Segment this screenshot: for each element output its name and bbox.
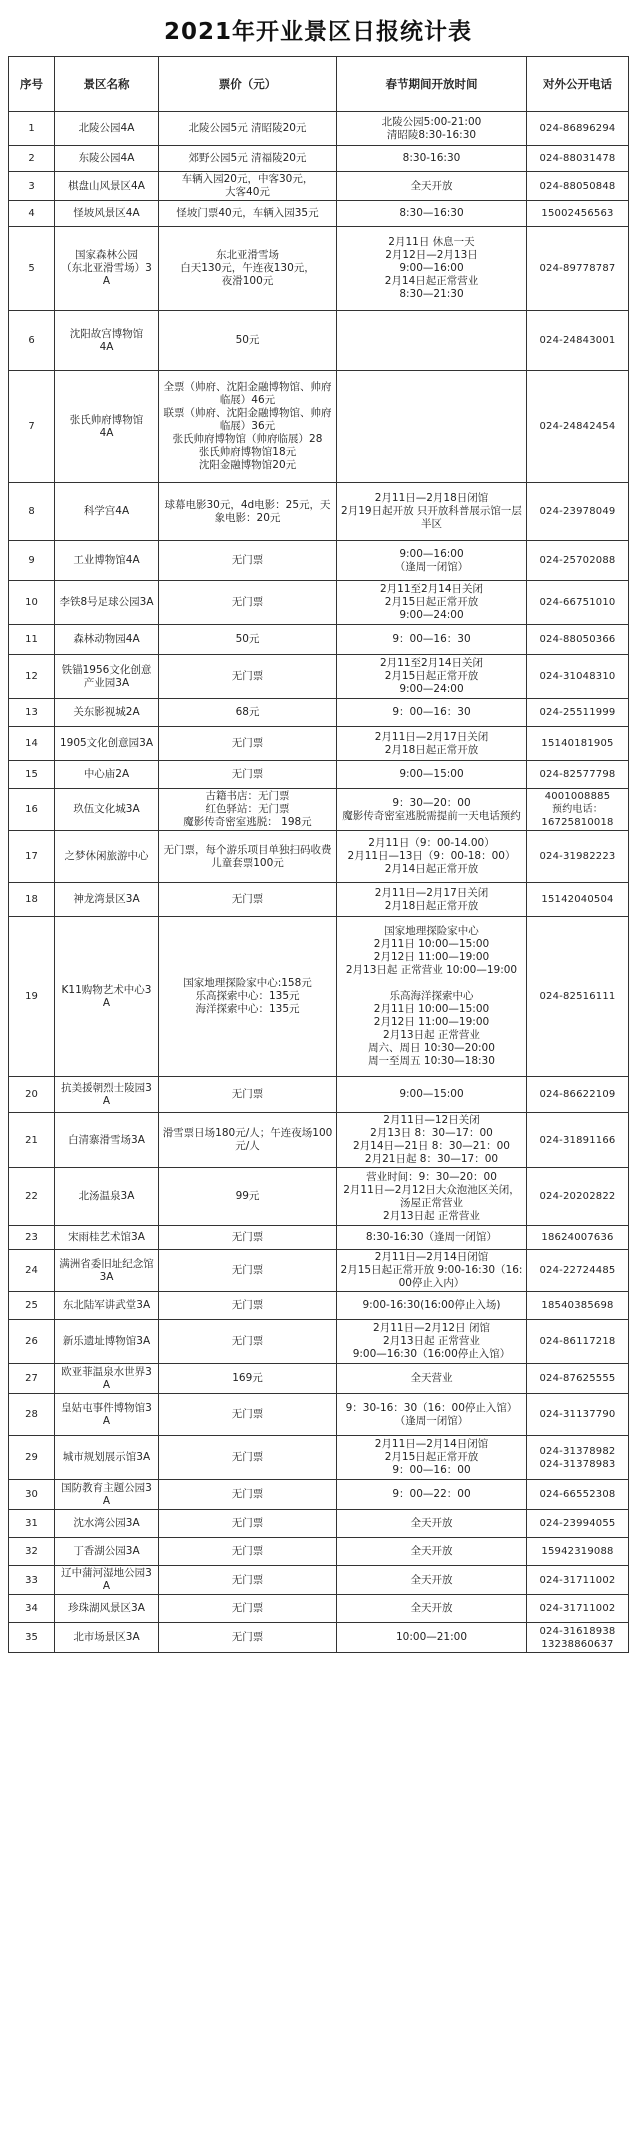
row-name: 工业博物馆4A <box>55 541 159 581</box>
row-phone: 024-25511999 <box>527 699 629 727</box>
row-hours: 9:00-16:30(16:00停止入场) <box>337 1292 527 1320</box>
row-seq: 18 <box>9 883 55 917</box>
row-seq: 32 <box>9 1538 55 1566</box>
table-row <box>9 625 629 655</box>
row-name: 丁香湖公园3A <box>55 1538 159 1566</box>
table-row <box>9 1320 629 1364</box>
row-phone: 15142040504 <box>527 883 629 917</box>
row-phone: 024-25702088 <box>527 541 629 581</box>
row-name: 李铁8号足球公园3A <box>55 581 159 625</box>
row-phone: 024-87625555 <box>527 1364 629 1394</box>
row-hours: 8:30-16:30 <box>337 146 527 172</box>
row-hours: 全天开放 <box>337 172 527 201</box>
row-name: 皇姑屯事件博物馆3A <box>55 1394 159 1436</box>
table-row <box>9 541 629 581</box>
row-phone: 024-31891166 <box>527 1113 629 1168</box>
row-hours <box>337 311 527 371</box>
row-price: 68元 <box>159 699 337 727</box>
row-name: 中心庙2A <box>55 761 159 789</box>
row-hours: 2月11日—2月14日闭馆 2月15日起正常开放 9:00-16:30（16:00停止入内） <box>337 1250 527 1292</box>
row-seq: 3 <box>9 172 55 201</box>
page-title: 2021年开业景区日报统计表 <box>163 19 472 45</box>
table-row <box>9 1250 629 1292</box>
row-hours: 2月11至2月14日关闭 2月15日起正常开放 9:00—24:00 <box>337 655 527 699</box>
row-hours: 2月11日 休息一天 2月12日—2月13日 9:00—16:00 2月14日起正常营业 8:30—21:30 <box>337 227 527 311</box>
row-phone: 024-24843001 <box>527 311 629 371</box>
row-phone: 024-86896294 <box>527 112 629 146</box>
row-seq: 6 <box>9 311 55 371</box>
table-row <box>9 1623 629 1653</box>
row-seq: 15 <box>9 761 55 789</box>
row-hours: 全天开放 <box>337 1595 527 1623</box>
row-name: 之梦休闲旅游中心 <box>55 831 159 883</box>
row-name: 珍珠湖风景区3A <box>55 1595 159 1623</box>
row-seq: 31 <box>9 1510 55 1538</box>
row-seq: 12 <box>9 655 55 699</box>
table-row <box>9 831 629 883</box>
scenic-area-table <box>8 56 629 1653</box>
row-seq: 8 <box>9 483 55 541</box>
header-price: 票价（元） <box>159 57 337 112</box>
row-price: 无门票 <box>159 1077 337 1113</box>
row-price: 无门票 <box>159 1595 337 1623</box>
row-price: 无门票 <box>159 1250 337 1292</box>
table-row <box>9 1364 629 1394</box>
row-phone: 15002456563 <box>527 201 629 227</box>
row-name: 森林动物园4A <box>55 625 159 655</box>
row-name: 铁锚1956文化创意产业园3A <box>55 655 159 699</box>
row-price: 球幕电影30元，4d电影：25元，天象电影：20元 <box>159 483 337 541</box>
row-name: 抗美援朝烈士陵园3A <box>55 1077 159 1113</box>
row-hours: 2月11日—12日关闭 2月13日 8：30—17：00 2月14日—21日 8：30—21：00 2月21日起 8：30—17：00 <box>337 1113 527 1168</box>
row-seq: 10 <box>9 581 55 625</box>
row-phone: 024-86117218 <box>527 1320 629 1364</box>
row-phone: 15942319088 <box>527 1538 629 1566</box>
table-row <box>9 1113 629 1168</box>
row-price: 无门票，每个游乐项目单独扫码收费 儿童套票100元 <box>159 831 337 883</box>
row-phone: 024-82516111 <box>527 917 629 1077</box>
row-seq: 23 <box>9 1226 55 1250</box>
row-hours: 8:30-16:30（逢周一闭馆） <box>337 1226 527 1250</box>
row-seq: 25 <box>9 1292 55 1320</box>
row-price: 无门票 <box>159 727 337 761</box>
table-row <box>9 1480 629 1510</box>
table-row <box>9 1168 629 1226</box>
row-name: 北汤温泉3A <box>55 1168 159 1226</box>
row-phone: 024-31618938 13238860637 <box>527 1623 629 1653</box>
row-seq: 34 <box>9 1595 55 1623</box>
row-hours: 9：00—22：00 <box>337 1480 527 1510</box>
row-phone: 024-31048310 <box>527 655 629 699</box>
table-row <box>9 1394 629 1436</box>
row-price: 无门票 <box>159 655 337 699</box>
row-phone: 024-66751010 <box>527 581 629 625</box>
row-price: 50元 <box>159 625 337 655</box>
row-name: 满洲省委旧址纪念馆3A <box>55 1250 159 1292</box>
row-name: 1905文化创意园3A <box>55 727 159 761</box>
row-phone: 024-31711002 <box>527 1595 629 1623</box>
row-price: 无门票 <box>159 541 337 581</box>
row-hours: 2月11至2月14日关闭 2月15日起正常开放 9:00—24:00 <box>337 581 527 625</box>
row-phone: 18540385698 <box>527 1292 629 1320</box>
table-row <box>9 581 629 625</box>
row-price: 车辆入园20元，中客30元， 大客40元 <box>159 172 337 201</box>
row-phone: 024-88050366 <box>527 625 629 655</box>
row-hours <box>337 371 527 483</box>
row-seq: 7 <box>9 371 55 483</box>
table-row <box>9 727 629 761</box>
row-hours: 9:00—15:00 <box>337 761 527 789</box>
row-seq: 2 <box>9 146 55 172</box>
row-phone: 024-31982223 <box>527 831 629 883</box>
row-name: 新乐遗址博物馆3A <box>55 1320 159 1364</box>
row-hours: 9：00—16：30 <box>337 625 527 655</box>
row-hours: 9:00—15:00 <box>337 1077 527 1113</box>
report-page <box>8 8 628 1653</box>
row-name: 国防教育主题公园3A <box>55 1480 159 1510</box>
table-row <box>9 655 629 699</box>
row-seq: 4 <box>9 201 55 227</box>
row-name: 东北陆军讲武堂3A <box>55 1292 159 1320</box>
row-hours: 9：30—20：00 魔影传奇密室逃脱需提前一天电话预约 <box>337 789 527 831</box>
row-name: 东陵公园4A <box>55 146 159 172</box>
row-phone: 024-88050848 <box>527 172 629 201</box>
row-hours: 2月11日—2月12日 闭馆 2月13日起 正常营业 9:00—16:30（16:00停止入馆） <box>337 1320 527 1364</box>
row-seq: 19 <box>9 917 55 1077</box>
row-price: 郊野公园5元 清福陵20元 <box>159 146 337 172</box>
row-hours: 10:00—21:00 <box>337 1623 527 1653</box>
row-price: 怪坡门票40元，车辆入园35元 <box>159 201 337 227</box>
table-row <box>9 917 629 1077</box>
row-phone: 024-31378982 024-31378983 <box>527 1436 629 1480</box>
row-seq: 20 <box>9 1077 55 1113</box>
row-hours: 9:00—16:00 （逢周一闭馆） <box>337 541 527 581</box>
row-phone: 024-23994055 <box>527 1510 629 1538</box>
row-seq: 11 <box>9 625 55 655</box>
row-price: 无门票 <box>159 1394 337 1436</box>
row-price: 99元 <box>159 1168 337 1226</box>
table-row <box>9 1510 629 1538</box>
row-phone: 024-86622109 <box>527 1077 629 1113</box>
table-row <box>9 483 629 541</box>
row-name: 沈阳故宫博物馆 4A <box>55 311 159 371</box>
header-seq: 序号 <box>9 57 55 112</box>
row-price: 无门票 <box>159 883 337 917</box>
row-seq: 33 <box>9 1566 55 1595</box>
row-name: 沈水湾公园3A <box>55 1510 159 1538</box>
row-hours: 全天营业 <box>337 1364 527 1394</box>
row-phone: 024-20202822 <box>527 1168 629 1226</box>
table-row <box>9 1595 629 1623</box>
row-seq: 9 <box>9 541 55 581</box>
table-row <box>9 311 629 371</box>
table-row <box>9 1292 629 1320</box>
row-hours: 2月11日—2月14日闭馆 2月15日起正常开放 9：00—16：00 <box>337 1436 527 1480</box>
table-row <box>9 1226 629 1250</box>
row-seq: 21 <box>9 1113 55 1168</box>
row-phone: 024-31137790 <box>527 1394 629 1436</box>
row-phone: 15140181905 <box>527 727 629 761</box>
row-price: 无门票 <box>159 1538 337 1566</box>
row-price: 东北亚滑雪场 白天130元，午连夜130元， 夜滑100元 <box>159 227 337 311</box>
row-seq: 13 <box>9 699 55 727</box>
row-price: 无门票 <box>159 1623 337 1653</box>
row-name: 国家森林公园 （东北亚滑雪场）3A <box>55 227 159 311</box>
table-row <box>9 883 629 917</box>
row-name: 白清寨滑雪场3A <box>55 1113 159 1168</box>
row-hours: 8:30—16:30 <box>337 201 527 227</box>
row-hours: 全天开放 <box>337 1510 527 1538</box>
row-hours: 2月11日—2月17日关闭 2月18日起正常开放 <box>337 727 527 761</box>
row-hours: 9：30-16：30（16：00停止入馆） （逢周一闭馆） <box>337 1394 527 1436</box>
row-price: 北陵公园5元 清昭陵20元 <box>159 112 337 146</box>
header-name: 景区名称 <box>55 57 159 112</box>
row-seq: 35 <box>9 1623 55 1653</box>
row-name: 张氏帅府博物馆 4A <box>55 371 159 483</box>
table-row <box>9 172 629 201</box>
row-seq: 27 <box>9 1364 55 1394</box>
row-name: 辽中蒲河湿地公园3A <box>55 1566 159 1595</box>
row-price: 无门票 <box>159 1436 337 1480</box>
row-phone: 024-22724485 <box>527 1250 629 1292</box>
row-hours: 国家地理探险家中心 2月11日 10:00—15:00 2月12日 11:00—19:00 2月13日起 正常营业 10:00—19:00 乐高海洋探索中心 2月11日 10:00—15:00 2月12日 11:00—19:00 2月13日起 正常营业 周六、周日 10:30—20:00 周一至周五 10:30—18:30 <box>337 917 527 1077</box>
table-row <box>9 1566 629 1595</box>
header-phone: 对外公开电话 <box>527 57 629 112</box>
row-price: 无门票 <box>159 1566 337 1595</box>
table-row <box>9 146 629 172</box>
row-seq: 26 <box>9 1320 55 1364</box>
row-phone: 024-31711002 <box>527 1566 629 1595</box>
row-hours: 全天开放 <box>337 1538 527 1566</box>
row-price: 国家地理探险家中心:158元 乐高探索中心：135元 海洋探索中心：135元 <box>159 917 337 1077</box>
row-seq: 29 <box>9 1436 55 1480</box>
row-seq: 22 <box>9 1168 55 1226</box>
row-phone: 024-66552308 <box>527 1480 629 1510</box>
table-row <box>9 227 629 311</box>
table-row <box>9 1436 629 1480</box>
row-hours: 2月11日—2月17日关闭 2月18日起正常开放 <box>337 883 527 917</box>
row-name: 宋雨桂艺术馆3A <box>55 1226 159 1250</box>
row-price: 无门票 <box>159 581 337 625</box>
row-name: 神龙湾景区3A <box>55 883 159 917</box>
header-hours: 春节期间开放时间 <box>337 57 527 112</box>
row-seq: 5 <box>9 227 55 311</box>
row-phone: 024-23978049 <box>527 483 629 541</box>
row-name: 欧亚菲温泉水世界3A <box>55 1364 159 1394</box>
row-hours: 9：00—16：30 <box>337 699 527 727</box>
row-hours: 北陵公园5:00-21:00 清昭陵8:30-16:30 <box>337 112 527 146</box>
row-hours: 营业时间：9：30—20：00 2月11日—2月12日大众泡池区关闭，汤屋正常营业 2月13日起 正常营业 <box>337 1168 527 1226</box>
row-name: 棋盘山风景区4A <box>55 172 159 201</box>
row-name: 科学宫4A <box>55 483 159 541</box>
table-body <box>9 112 629 1653</box>
row-name: 北陵公园4A <box>55 112 159 146</box>
row-seq: 30 <box>9 1480 55 1510</box>
row-hours: 全天开放 <box>337 1566 527 1595</box>
row-seq: 17 <box>9 831 55 883</box>
row-seq: 24 <box>9 1250 55 1292</box>
table-row <box>9 1077 629 1113</box>
row-seq: 1 <box>9 112 55 146</box>
table-row <box>9 761 629 789</box>
row-price: 无门票 <box>159 1226 337 1250</box>
row-price: 无门票 <box>159 1480 337 1510</box>
row-name: 关东影视城2A <box>55 699 159 727</box>
row-phone: 024-82577798 <box>527 761 629 789</box>
row-price: 无门票 <box>159 761 337 789</box>
row-name: 北市场景区3A <box>55 1623 159 1653</box>
row-price: 50元 <box>159 311 337 371</box>
row-price: 169元 <box>159 1364 337 1394</box>
table-row <box>9 201 629 227</box>
row-name: K11购物艺术中心3A <box>55 917 159 1077</box>
row-price: 无门票 <box>159 1320 337 1364</box>
row-name: 怪坡风景区4A <box>55 201 159 227</box>
row-price: 古籍书店：无门票 红色驿站：无门票 魔影传奇密室逃脱： 198元 <box>159 789 337 831</box>
row-name: 城市规划展示馆3A <box>55 1436 159 1480</box>
table-row <box>9 699 629 727</box>
table-row <box>9 789 629 831</box>
table-row <box>9 371 629 483</box>
row-seq: 14 <box>9 727 55 761</box>
table-row <box>9 112 629 146</box>
row-phone: 024-24842454 <box>527 371 629 483</box>
row-name: 玖伍文化城3A <box>55 789 159 831</box>
row-price: 无门票 <box>159 1292 337 1320</box>
row-phone: 024-88031478 <box>527 146 629 172</box>
row-seq: 28 <box>9 1394 55 1436</box>
row-hours: 2月11日—2月18日闭馆 2月19日起开放 只开放科普展示馆一层半区 <box>337 483 527 541</box>
row-phone: 4001008885 预约电话： 16725810018 <box>527 789 629 831</box>
row-price: 滑雪票日场180元/人；午连夜场100元/人 <box>159 1113 337 1168</box>
row-hours: 2月11日（9：00-14.00） 2月11日—13日（9：00-18：00） 2月14日起正常开放 <box>337 831 527 883</box>
row-price: 全票（帅府、沈阳金融博物馆、帅府临展）46元 联票（帅府、沈阳金融博物馆、帅府临展）36元 张氏帅府博物馆（帅府临展）28 张氏帅府博物馆18元 沈阳金融博物馆20元 <box>159 371 337 483</box>
table-row <box>9 1538 629 1566</box>
row-phone: 024-89778787 <box>527 227 629 311</box>
row-seq: 16 <box>9 789 55 831</box>
table-header-row <box>9 57 629 112</box>
row-price: 无门票 <box>159 1510 337 1538</box>
row-phone: 18624007636 <box>527 1226 629 1250</box>
